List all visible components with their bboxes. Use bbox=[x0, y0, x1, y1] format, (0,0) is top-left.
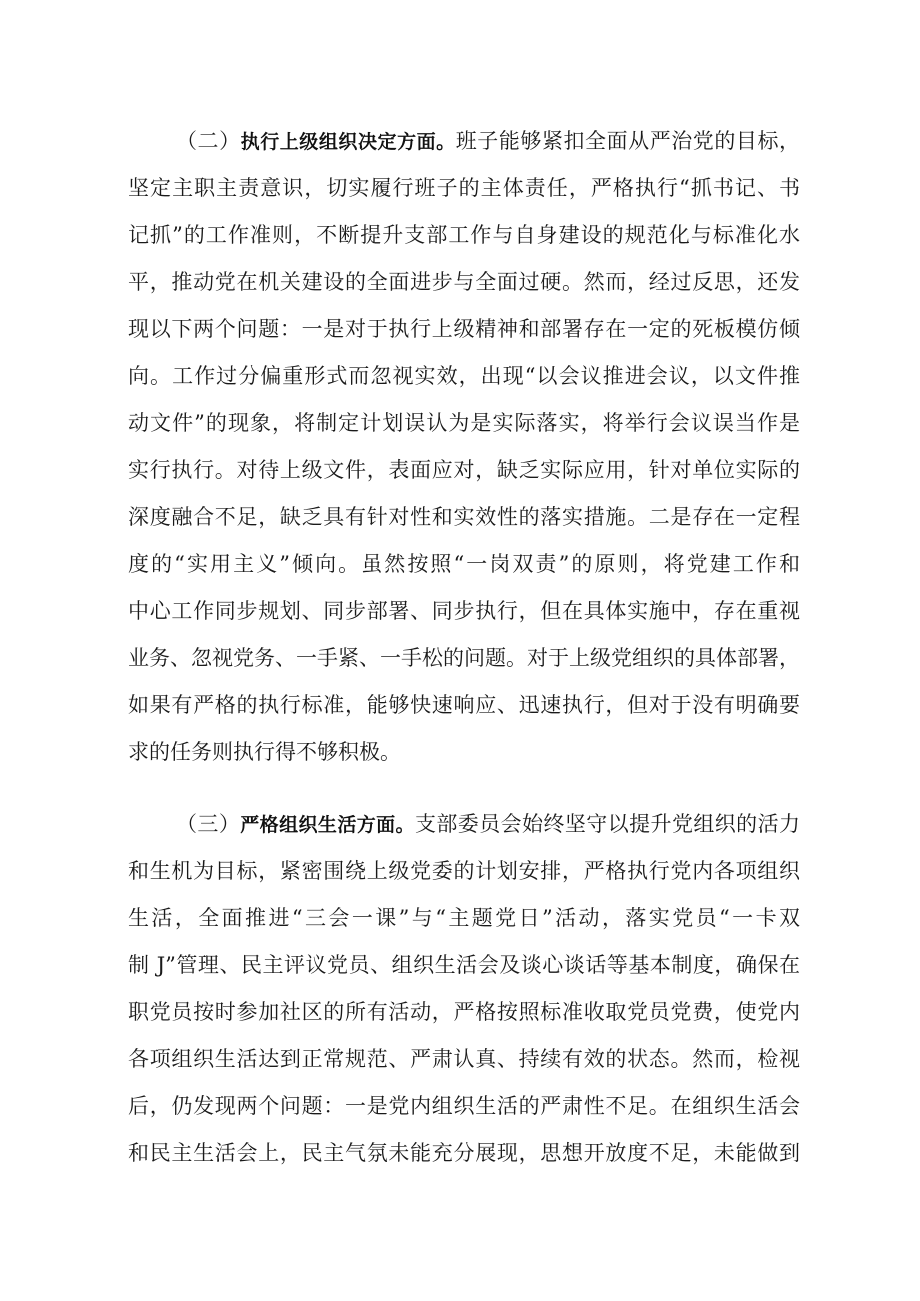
paragraph-2-line: 制 J”管理、民主评议党员、组织生活会及谈心谈话等基本制度，确保在 bbox=[128, 953, 800, 977]
paragraph-2-line: 和民主生活会上，民主气氛未能充分展现，思想开放度不足，未能做到 bbox=[128, 1141, 800, 1165]
paragraph-2-line: 后，仍发现两个问题：一是党内组织生活的严肃性不足。在组织生活会 bbox=[128, 1094, 800, 1118]
paragraph-1-line: 如果有严格的执行标准，能够快速响应、迅速执行，但对于没有明确要 bbox=[128, 693, 800, 717]
paragraph-2-line: 和生机为目标，紧密围绕上级党委的计划安排，严格执行党内各项组织 bbox=[128, 859, 800, 883]
paragraph-2-line: 各项组织生活达到正常规范、严肃认真、持续有效的状态。然而，检视 bbox=[128, 1047, 800, 1071]
paragraph-1-line: 深度融合不足，缺乏具有针对性和实效性的落实措施。二是存在一定程 bbox=[128, 505, 800, 529]
paragraph-2-line: 生活，全面推进“三会一课”与“主题党日”活动，落实党员“一卡双 bbox=[128, 906, 800, 930]
document-body bbox=[128, 118, 800, 1177]
paragraph-1-line: 平，推动党在机关建设的全面进步与全面过硬。然而，经过反思，还发 bbox=[128, 270, 800, 294]
paragraph-1-line: 记抓”的工作准则，不断提升支部工作与自身建设的规范化与标准化水 bbox=[128, 223, 800, 247]
paragraph-1-line: 动文件”的现象，将制定计划误认为是实际落实，将举行会议误当作是 bbox=[128, 411, 800, 435]
section-heading: 严格组织生活方面。 bbox=[240, 814, 415, 836]
paragraph-1-line: 现以下两个问题：一是对于执行上级精神和部署存在一定的死板模仿倾 bbox=[128, 317, 800, 341]
paragraph-1-line-1 bbox=[128, 118, 800, 165]
section-number: （二） bbox=[176, 129, 241, 153]
paragraph-2-line-1 bbox=[128, 801, 800, 848]
paragraph-1-line: 业务、忽视党务、一手紧、一手松的问题。对于上级党组织的具体部署， bbox=[128, 646, 800, 670]
paragraph-1-line: 实行执行。对待上级文件，表面应对，缺乏实际应用，针对单位实际的 bbox=[128, 458, 800, 482]
paragraph-2-line: 职党员按时参加社区的所有活动，严格按照标准收取党员党费，使党内 bbox=[128, 1000, 800, 1024]
paragraph-spacer bbox=[128, 776, 800, 801]
paragraph-1-line: 中心工作同步规划、同步部署、同步执行，但在具体实施中，存在重视 bbox=[128, 599, 800, 623]
paragraph-1-line: 度的“实用主义”倾向。虽然按照“一岗双责”的原则，将党建工作和 bbox=[128, 552, 800, 576]
section-heading: 执行上级组织决定方面。 bbox=[240, 131, 456, 153]
paragraph-text: 支部委员会始终坚守以提升党组织的活力 bbox=[414, 812, 801, 836]
paragraph-1-line: 向。工作过分偏重形式而忽视实效，出现“以会议推进会议，以文件推 bbox=[128, 364, 800, 388]
section-number: （三） bbox=[176, 812, 241, 836]
paragraph-text: 班子能够紧扣全面从严治党的目标， bbox=[455, 129, 801, 153]
paragraph-1-line: 坚定主职主责意识，切实履行班子的主体责任，严格执行“抓书记、书 bbox=[128, 176, 800, 200]
paragraph-1-line: 求的任务则执行得不够积极。 bbox=[128, 740, 401, 764]
